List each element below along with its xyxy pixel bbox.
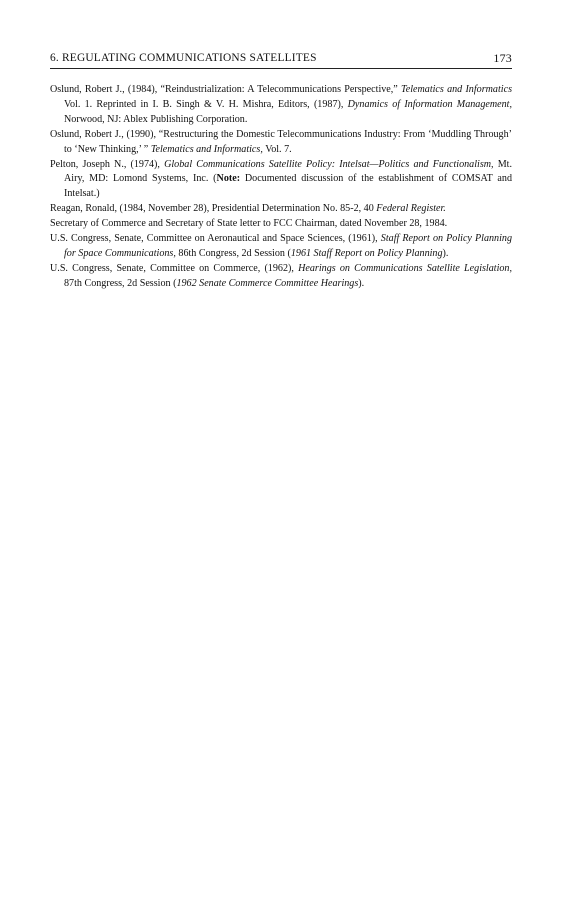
reference-entry [50,128,512,158]
chapter-title: 6. REGULATING COMMUNICATIONS SATELLITES [50,52,317,64]
reference-list [50,83,512,292]
ref-text: ). [358,277,365,289]
reference-entry [50,83,512,128]
ref-title: Hearings on Communications Satellite Legislation, [298,262,513,274]
ref-text: Oslund, Robert J., (1990), “Restructuring the Domestic Telecommunications Industry: From ‘Muddling Through’ to ‘New Thinking,’ ” [50,128,512,155]
running-header [50,50,512,69]
ref-title: Dynamics of Information Management, [347,98,513,110]
ref-text: Mt. Airy, MD: Lomond Systems, Inc. ( [64,158,513,185]
ref-text: Secretary of Commerce and Secretary of State letter to FCC Chairman, dated November 28, 1984. [50,218,448,230]
ref-title: Telematics and Informatics, [150,143,263,155]
reference-entry [50,262,512,292]
ref-text: 87th Congress, 2d Session ( [64,277,177,289]
reference-entry [50,158,512,203]
ref-title: 1962 Senate Commerce Committee Hearings [176,277,359,289]
ref-text: U.S. Congress, Senate, Committee on Commerce, (1962), [50,262,299,274]
ref-text: Norwood, NJ: Ablex Publishing Corporation. [64,113,248,125]
ref-title: 1961 Staff Report on Policy Planning [290,247,443,259]
page-number: 173 [493,51,512,65]
ref-text: 86th Congress, 2d Session ( [175,247,291,259]
ref-text: Pelton, Joseph N., (1974), [50,158,165,170]
ref-text: Vol. 1. Reprinted in I. B. Singh & V. H. Mishra, Editors, (1987), [64,98,348,110]
ref-title: Federal Register. [376,203,446,215]
ref-text: Reagan, Ronald, (1984, November 28), Presidential Determination No. 85-2, 40 [50,203,377,215]
ref-title: Staff Report on Policy Planning for Space Communications, [64,233,512,259]
reference-entry [50,202,512,217]
ref-title: Global Communications Satellite Policy: Intelsat—Politics and Functionalism, [164,158,494,170]
reference-entry [50,217,512,232]
reference-entry [50,232,512,262]
ref-text: Documented discussion of the establishment of COMSAT and Intelsat.) [64,173,512,200]
ref-text: ). [442,247,449,259]
ref-text: Oslund, Robert J., (1984), “Reindustrialization: A Telecommunications Perspective,” [50,84,402,95]
ref-text: U.S. Congress, Senate, Committee on Aeronautical and Space Sciences, (1961), [50,233,381,245]
ref-title: Telematics and Informatics [401,84,512,95]
ref-note-label: Note: [216,173,241,185]
ref-text: Vol. 7. [262,143,292,155]
